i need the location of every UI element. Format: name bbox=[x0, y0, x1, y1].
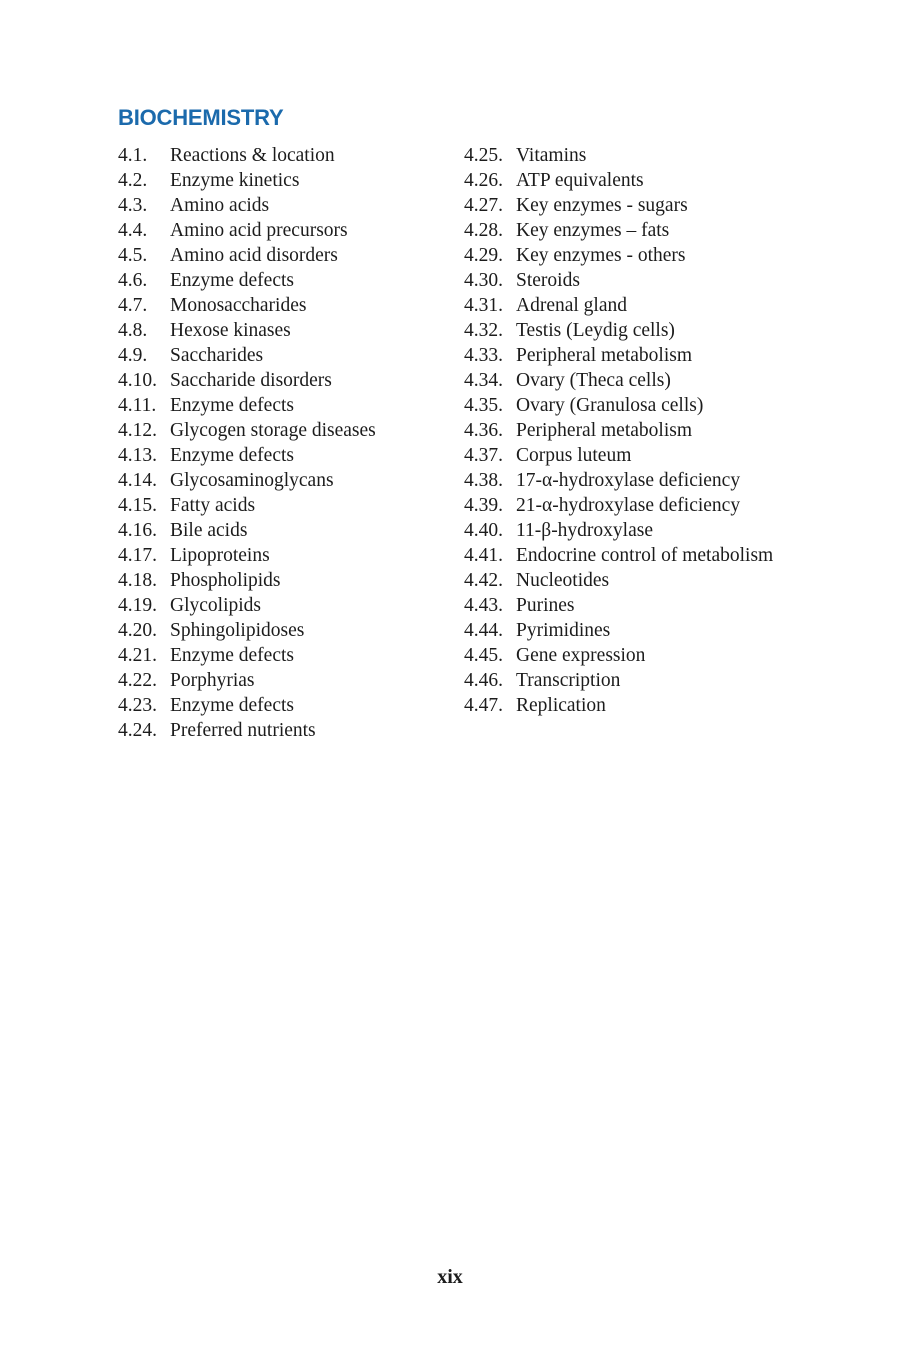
toc-row bbox=[464, 543, 773, 568]
toc-entry-number: 4.13. bbox=[118, 445, 157, 466]
toc-row bbox=[118, 568, 376, 593]
toc-entry-label: Enzyme defects bbox=[170, 270, 294, 291]
toc-entry-label: Fatty acids bbox=[170, 495, 256, 516]
toc-row bbox=[118, 143, 376, 168]
toc-entry-label: Peripheral metabolism bbox=[516, 345, 692, 366]
toc-row bbox=[464, 643, 773, 668]
toc-entry-label: Glycosaminoglycans bbox=[170, 470, 334, 491]
toc-entry-number: 4.8. bbox=[118, 320, 148, 341]
toc-entry-number: 4.40. bbox=[464, 520, 503, 541]
toc-entry-number: 4.21. bbox=[118, 645, 157, 666]
toc-row bbox=[464, 668, 773, 693]
toc-row bbox=[464, 243, 773, 268]
toc-row bbox=[118, 343, 376, 368]
toc-entry-number: 4.30. bbox=[464, 270, 503, 291]
toc-row bbox=[464, 393, 773, 418]
toc-column-left bbox=[118, 143, 376, 743]
toc-row bbox=[118, 318, 376, 343]
toc-entry-label: Amino acid precursors bbox=[170, 220, 348, 241]
toc-entry-label: Porphyrias bbox=[170, 670, 255, 691]
toc-entry-number: 4.4. bbox=[118, 220, 148, 241]
toc-entry-number: 4.14. bbox=[118, 470, 157, 491]
toc-row bbox=[464, 443, 773, 468]
toc-entry-label: Amino acid disorders bbox=[170, 245, 338, 266]
toc-entry-number: 4.28. bbox=[464, 220, 503, 241]
toc-entry-label: Glycolipids bbox=[170, 595, 261, 616]
toc-entry-label: Testis (Leydig cells) bbox=[516, 320, 675, 341]
toc-entry-label: Key enzymes – fats bbox=[516, 220, 670, 241]
toc-entry-number: 4.29. bbox=[464, 245, 503, 266]
toc-entry-number: 4.16. bbox=[118, 520, 157, 541]
toc-entry-label: Bile acids bbox=[170, 520, 248, 541]
toc-entry-number: 4.41. bbox=[464, 545, 503, 566]
toc-entry-label: Vitamins bbox=[516, 145, 587, 166]
toc-entry-label: Enzyme defects bbox=[170, 395, 294, 416]
toc-entry-label: Sphingolipidoses bbox=[170, 620, 305, 641]
toc-row bbox=[464, 618, 773, 643]
toc-row bbox=[118, 518, 376, 543]
toc-row bbox=[464, 518, 773, 543]
toc-entry-number: 4.1. bbox=[118, 145, 148, 166]
toc-row bbox=[118, 668, 376, 693]
toc-entry-label: Lipoproteins bbox=[170, 545, 270, 566]
toc-entry-number: 4.35. bbox=[464, 395, 503, 416]
toc-entry-label: Corpus luteum bbox=[516, 445, 632, 466]
toc-row bbox=[464, 218, 773, 243]
toc-row bbox=[118, 593, 376, 618]
toc-entry-number: 4.47. bbox=[464, 695, 503, 716]
toc-row bbox=[118, 643, 376, 668]
toc-entry-label: ATP equivalents bbox=[516, 170, 644, 191]
toc-entry-number: 4.24. bbox=[118, 720, 157, 741]
toc-entry-number: 4.18. bbox=[118, 570, 157, 591]
toc-entry-label: Pyrimidines bbox=[516, 620, 611, 641]
toc-entry-label: Ovary (Granulosa cells) bbox=[516, 395, 704, 416]
toc-entry-number: 4.3. bbox=[118, 195, 148, 216]
toc-entry-number: 4.34. bbox=[464, 370, 503, 391]
toc-entry-label: Preferred nutrients bbox=[170, 720, 316, 741]
toc-entry-label: Purines bbox=[516, 595, 575, 616]
toc-entry-label: Gene expression bbox=[516, 645, 646, 666]
toc-entry-number: 4.42. bbox=[464, 570, 503, 591]
toc-entry-label: Enzyme defects bbox=[170, 645, 294, 666]
toc-row bbox=[118, 693, 376, 718]
toc-entry-number: 4.32. bbox=[464, 320, 503, 341]
toc-entry-label: Monosaccharides bbox=[170, 295, 307, 316]
toc-row bbox=[464, 593, 773, 618]
toc-entry-label: Nucleotides bbox=[516, 570, 610, 591]
toc-row bbox=[464, 343, 773, 368]
toc-entry-number: 4.23. bbox=[118, 695, 157, 716]
toc-entry-number: 4.26. bbox=[464, 170, 503, 191]
toc-entry-number: 4.11. bbox=[118, 395, 157, 416]
toc-entry-number: 4.10. bbox=[118, 370, 157, 391]
toc-entry-number: 4.38. bbox=[464, 470, 503, 491]
toc-entry-label: Key enzymes - others bbox=[516, 245, 686, 266]
toc-entry-label: Enzyme defects bbox=[170, 445, 294, 466]
toc-entry-number: 4.17. bbox=[118, 545, 157, 566]
toc-entry-label: Replication bbox=[516, 695, 606, 716]
toc-entry-label: 11-β-hydroxylase bbox=[516, 520, 653, 541]
toc-entry-label: Hexose kinases bbox=[170, 320, 291, 341]
toc-row bbox=[118, 418, 376, 443]
toc-entry-number: 4.37. bbox=[464, 445, 503, 466]
toc-entry-number: 4.39. bbox=[464, 495, 503, 516]
toc-row bbox=[464, 468, 773, 493]
toc-entry-label: Saccharide disorders bbox=[170, 370, 332, 391]
toc-entry-number: 4.15. bbox=[118, 495, 157, 516]
toc-row bbox=[464, 568, 773, 593]
toc-entry-label: Reactions & location bbox=[170, 145, 335, 166]
toc-row bbox=[118, 443, 376, 468]
toc-row bbox=[118, 193, 376, 218]
toc-entry-number: 4.25. bbox=[464, 145, 503, 166]
toc-entry-label: Ovary (Theca cells) bbox=[516, 370, 671, 391]
toc-entry-label: 21-α-hydroxylase deficiency bbox=[516, 495, 741, 516]
toc-row bbox=[464, 493, 773, 518]
toc-entry-number: 4.31. bbox=[464, 295, 503, 316]
toc-row bbox=[118, 268, 376, 293]
toc-entry-label: Enzyme kinetics bbox=[170, 170, 300, 191]
toc-column-right bbox=[464, 143, 773, 718]
toc-entry-number: 4.22. bbox=[118, 670, 157, 691]
toc-row bbox=[118, 493, 376, 518]
toc-entry-number: 4.7. bbox=[118, 295, 148, 316]
toc-entry-label: Endocrine control of metabolism bbox=[516, 545, 774, 566]
toc-row bbox=[464, 168, 773, 193]
toc-entry-number: 4.45. bbox=[464, 645, 503, 666]
toc-entry-label: Key enzymes - sugars bbox=[516, 195, 688, 216]
toc-entry-label: Enzyme defects bbox=[170, 695, 294, 716]
toc-row bbox=[464, 368, 773, 393]
toc-entry-number: 4.43. bbox=[464, 595, 503, 616]
toc-row bbox=[464, 193, 773, 218]
toc-row bbox=[118, 218, 376, 243]
toc-row bbox=[464, 693, 773, 718]
toc-row bbox=[118, 293, 376, 318]
toc-row bbox=[464, 318, 773, 343]
toc-entry-number: 4.6. bbox=[118, 270, 148, 291]
toc-entry-label: Amino acids bbox=[170, 195, 270, 216]
page-number: xix bbox=[437, 1266, 463, 1288]
toc-row bbox=[464, 293, 773, 318]
toc-entry-number: 4.33. bbox=[464, 345, 503, 366]
toc-row bbox=[118, 618, 376, 643]
toc-entry-number: 4.5. bbox=[118, 245, 148, 266]
toc-entry-label: Peripheral metabolism bbox=[516, 420, 692, 441]
toc-row bbox=[118, 243, 376, 268]
page-title: BIOCHEMISTRY bbox=[118, 105, 284, 130]
toc-row bbox=[118, 368, 376, 393]
toc-entry-label: Transcription bbox=[516, 670, 621, 691]
toc-entry-label: Saccharides bbox=[170, 345, 264, 366]
toc-entry-label: Adrenal gland bbox=[516, 295, 628, 316]
toc-row bbox=[118, 168, 376, 193]
toc-row bbox=[118, 718, 376, 743]
toc-entry-number: 4.27. bbox=[464, 195, 503, 216]
toc-entry-number: 4.12. bbox=[118, 420, 157, 441]
toc-row bbox=[118, 393, 376, 418]
toc-entry-number: 4.19. bbox=[118, 595, 157, 616]
toc-entry-label: Phospholipids bbox=[170, 570, 281, 591]
toc-row bbox=[464, 143, 773, 168]
toc-row bbox=[118, 543, 376, 568]
toc-entry-number: 4.46. bbox=[464, 670, 503, 691]
toc-entry-label: 17-α-hydroxylase deficiency bbox=[516, 470, 741, 491]
toc-entry-number: 4.2. bbox=[118, 170, 148, 191]
toc-entry-number: 4.20. bbox=[118, 620, 157, 641]
toc-row bbox=[464, 418, 773, 443]
toc-row bbox=[118, 468, 376, 493]
toc-entry-number: 4.36. bbox=[464, 420, 503, 441]
toc-row bbox=[464, 268, 773, 293]
toc-entry-label: Steroids bbox=[516, 270, 580, 291]
toc-entry-number: 4.44. bbox=[464, 620, 503, 641]
toc-entry-number: 4.9. bbox=[118, 345, 148, 366]
toc-entry-label: Glycogen storage diseases bbox=[170, 420, 376, 441]
